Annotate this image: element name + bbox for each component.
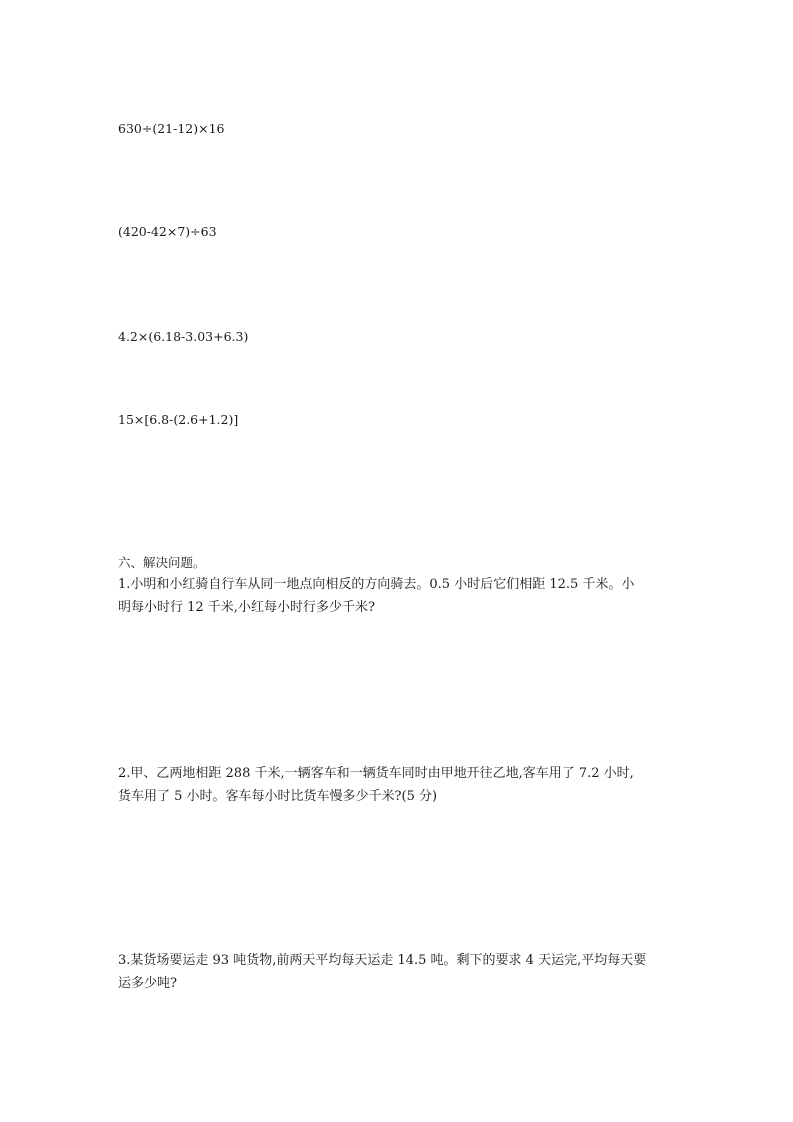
problem-1-line-2: 明每小时行 12 千米,小红每小时行多少千米? bbox=[118, 600, 375, 615]
problem-1 bbox=[118, 573, 678, 619]
calculation-2: (420-42×7)÷63 bbox=[118, 224, 217, 239]
problem-2 bbox=[118, 762, 678, 808]
calculation-4: 15×[6.8-(2.6+1.2)] bbox=[118, 412, 239, 427]
problem-3-line-2: 运多少吨? bbox=[118, 976, 177, 991]
calculation-1: 630÷(21-12)×16 bbox=[118, 121, 225, 136]
problem-1-line-1: 1.小明和小红骑自行车从同一地点向相反的方向骑去。0.5 小时后它们相距 12.5 千米。小 bbox=[118, 577, 635, 592]
calculation-3: 4.2×(6.18-3.03+6.3) bbox=[118, 329, 249, 344]
problem-3-line-1: 3.某货场要运走 93 吨货物,前两天平均每天运走 14.5 吨。剩下的要求 4 天运完,平均每天要 bbox=[118, 953, 647, 968]
section-heading: 六、解决问题。 bbox=[118, 555, 206, 570]
problem-2-line-2: 货车用了 5 小时。客车每小时比货车慢多少千米?(5 分) bbox=[118, 789, 438, 804]
problem-2-line-1: 2.甲、乙两地相距 288 千米,一辆客车和一辆货车同时由甲地开往乙地,客车用了 7.2 小时, bbox=[118, 766, 634, 781]
problem-3 bbox=[118, 949, 678, 995]
